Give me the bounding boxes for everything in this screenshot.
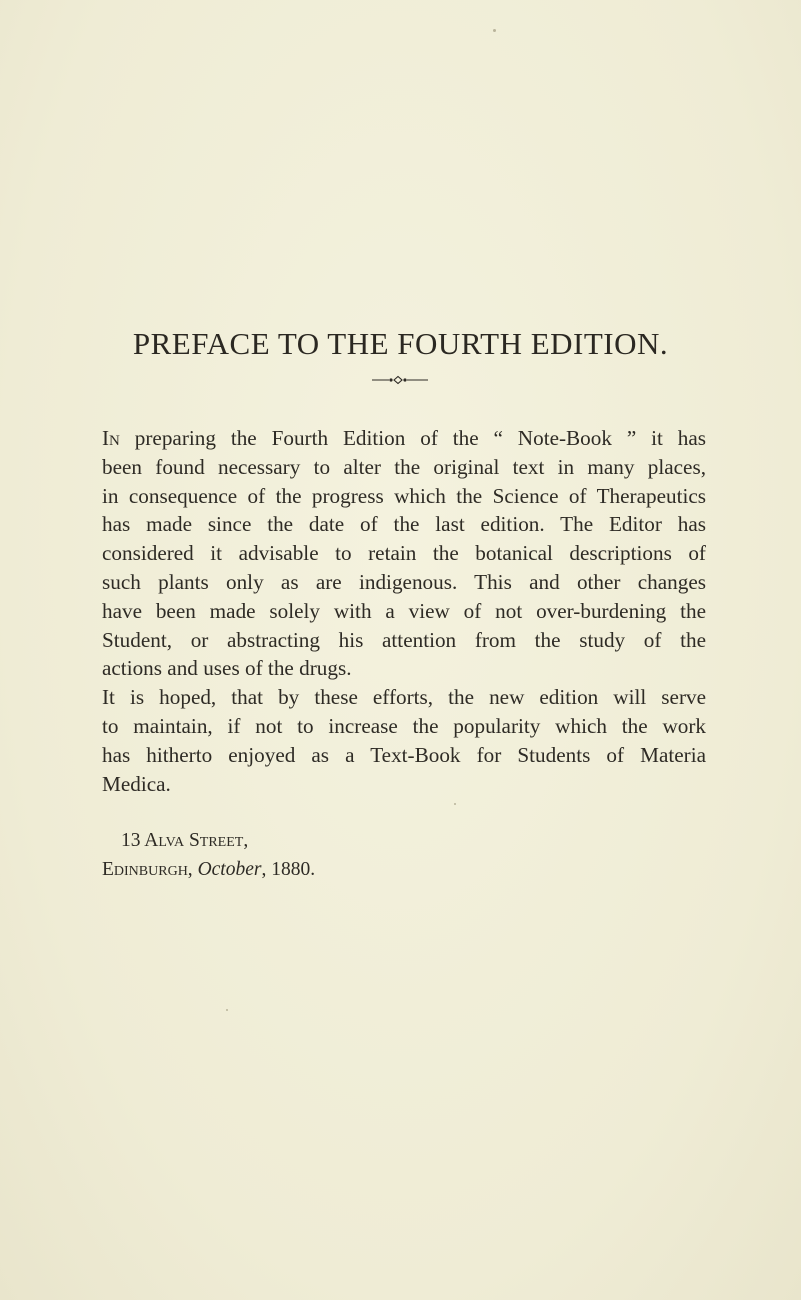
paragraph-1-line-7: have been made solely with a view of not over-burdening the	[102, 598, 706, 623]
paragraph-1-line-9: actions and uses of the drugs.	[102, 656, 352, 681]
paragraph-1-line-1: In preparing the Fourth Edition of the “ Note-Book ” it has	[102, 426, 706, 450]
paragraph-1-line-8: Student, or abstracting his attention from the study of the	[102, 627, 706, 652]
signature-address: 13 Alva Street,	[121, 830, 249, 851]
paragraph-2-line-2: to maintain, if not to increase the popularity which the work	[102, 713, 706, 738]
paragraph-2-line-4: Medica.	[102, 771, 171, 796]
paper-speck	[454, 803, 456, 805]
paragraph-1-line-4: has made since the date of the last edition. The Editor has	[102, 512, 706, 537]
paragraph-1	[102, 424, 706, 683]
paragraph-2-line-1: It is hoped, that by these efforts, the new edition will serve	[102, 685, 706, 710]
paragraph-2	[102, 683, 706, 798]
page-title: PREFACE TO THE FOURTH EDITION.	[132, 326, 669, 361]
signature-month: October	[197, 859, 262, 880]
signature-year: , 1880.	[261, 859, 316, 880]
signature-block	[102, 826, 316, 884]
paper-speck	[226, 1009, 228, 1011]
paragraph-2-line-3: has hitherto enjoyed as a Text-Book for Students of Materia	[102, 742, 706, 767]
signature-city: Edinburgh,	[102, 859, 193, 880]
paragraph-1-line-2: been found necessary to alter the original text in many places,	[102, 454, 706, 479]
signature-place-date	[102, 855, 315, 884]
paragraph-1-line-3: in consequence of the progress which the Science of Therapeutics	[102, 483, 706, 508]
paper-speck	[493, 29, 496, 32]
lead-small-caps: In	[102, 426, 120, 450]
paragraph-1-line-5: considered it advisable to retain the botanical descriptions of	[102, 541, 706, 566]
preface-text	[102, 424, 706, 798]
paragraph-1-line-6: such plants only as are indigenous. This and other changes	[102, 569, 706, 594]
ornament-divider-icon	[372, 374, 428, 386]
